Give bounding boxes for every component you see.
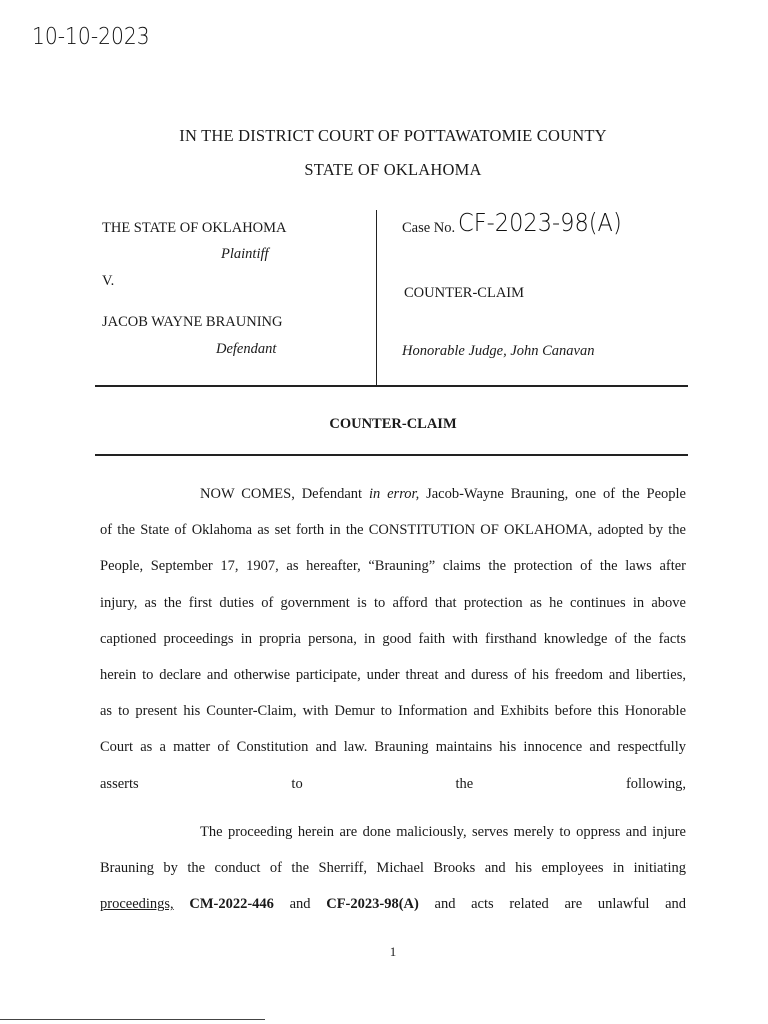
footer-rule — [0, 1019, 265, 1020]
caption-divider-vertical — [376, 210, 377, 385]
versus-label: V. — [102, 273, 115, 289]
paragraph-1-line: as to present his Counter-Claim, with Demur to Information and Exhibits before this Honorable — [100, 703, 686, 720]
paragraph-1-line: injury, as the first duties of government is to afford that protection as he continues in above — [100, 594, 686, 611]
handwritten-case-number: CF-2023-98(A) — [458, 208, 622, 237]
defendant-name: JACOB WAYNE BRAUNING — [102, 314, 283, 330]
paragraph-2 — [100, 814, 686, 923]
paragraph-1-line: captioned proceedings in propria persona, in good faith with firsthand knowledge of the facts — [100, 630, 686, 647]
paragraph-1 — [100, 476, 686, 802]
court-state: STATE OF OKLAHOMA — [304, 160, 482, 179]
paragraph-2-line: Brauning by the conduct of the Sherriff, Michael Brooks and his employees in initiating — [100, 860, 686, 877]
judge-name: Honorable Judge, John Canavan — [402, 343, 595, 359]
caption-divider-horizontal — [95, 385, 688, 387]
paragraph-1-line: asserts to the following, — [100, 775, 686, 792]
document-type-label: COUNTER-CLAIM — [404, 285, 525, 301]
case-number-label: Case No. — [402, 220, 456, 236]
document-title: COUNTER-CLAIM — [329, 416, 457, 432]
paragraph-1-line: People, September 17, 1907, as hereafter, “Brauning” claims the protection of the laws after — [100, 558, 686, 575]
paragraph-1-line: herein to declare and otherwise participate, under threat and duress of his freedom and liberties, — [100, 666, 686, 683]
case-ref-cf: CF-2023-98(A) — [326, 896, 419, 913]
paragraph-1-line: NOW COMES, Defendant in error, Jacob-Wayne Brauning, one of the People — [200, 486, 686, 502]
plaintiff-role: Plaintiff — [221, 246, 269, 262]
paragraph-2-line: The proceeding herein are done maliciously, serves merely to oppress and injure — [200, 824, 686, 840]
court-name: IN THE DISTRICT COURT OF POTTAWATOMIE COUNTY — [179, 126, 607, 145]
title-divider — [95, 454, 688, 456]
paragraph-2-line: proceedings, CM-2022-446 and CF-2023-98(A) and acts related are unlawful and — [100, 886, 686, 922]
paragraph-1-line: of the State of Oklahoma as set forth in the CONSTITUTION OF OKLAHOMA, adopted by the — [100, 522, 686, 539]
case-ref-cm: CM-2022-446 — [189, 896, 274, 913]
paragraph-1-line: Court as a matter of Constitution and law. Brauning maintains his innocence and respectfully — [100, 739, 686, 756]
plaintiff-name: THE STATE OF OKLAHOMA — [102, 220, 287, 236]
page-number: 1 — [389, 944, 397, 959]
handwritten-filing-date: 10-10-2023 — [32, 24, 150, 50]
defendant-role: Defendant — [216, 341, 277, 357]
